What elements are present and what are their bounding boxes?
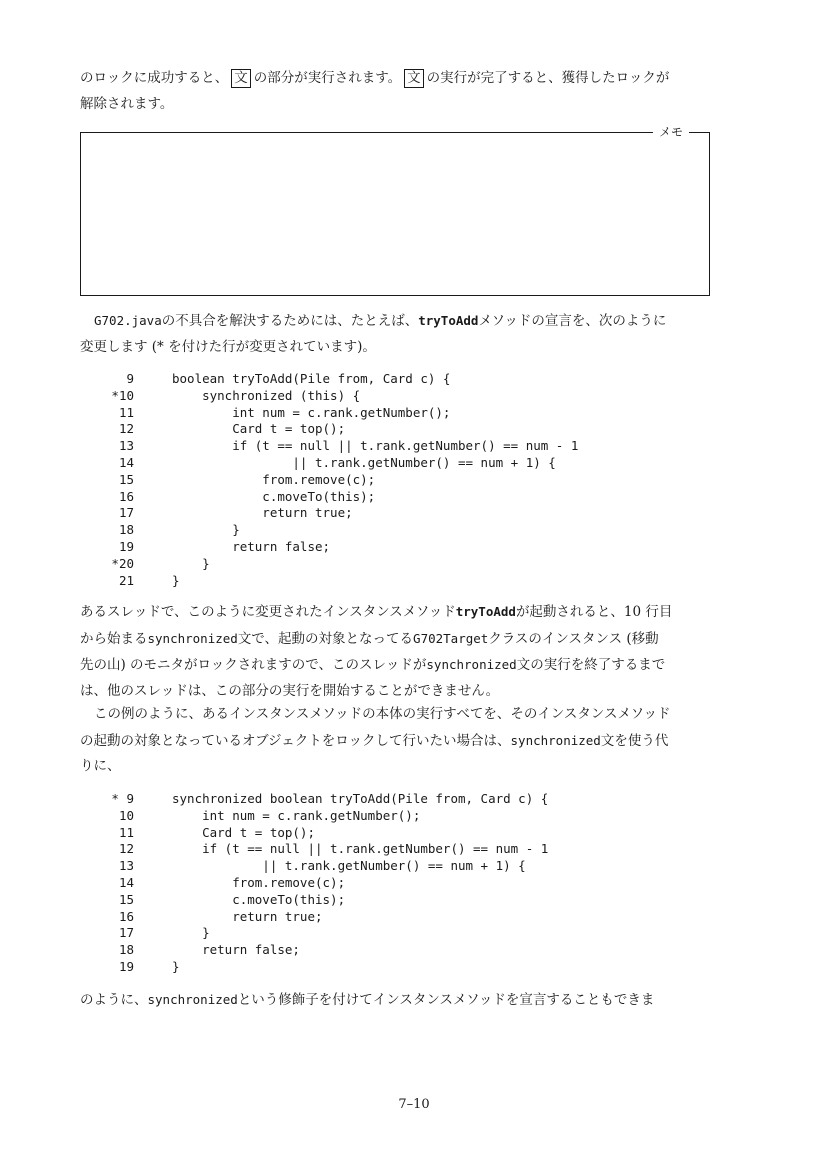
paragraph-2-text: 先の山) のモニタがロックされますので、このスレッドが bbox=[80, 657, 427, 673]
line-number: 10 bbox=[118, 807, 134, 823]
file-name: G702.java bbox=[94, 313, 162, 328]
paragraph-2-text: が起動されると、10 行目 bbox=[515, 604, 673, 620]
line-number: * 9 bbox=[111, 791, 134, 806]
keyword-synchronized: synchronized bbox=[147, 630, 238, 646]
page-number: 7–10 bbox=[398, 1097, 430, 1112]
paragraph-4-text: という修飾子を付けてインスタンスメソッドを宣言することもできま bbox=[237, 992, 655, 1008]
method-name: tryToAdd bbox=[418, 313, 479, 328]
line-number: 17 bbox=[118, 925, 134, 941]
line-number: 21 bbox=[118, 572, 134, 588]
paragraph-1-line-2: 変更します (* を付けた行が変更されています)。 bbox=[80, 338, 376, 355]
code-text: return false; bbox=[172, 538, 331, 554]
code-text: int num = c.rank.getNumber(); bbox=[172, 807, 421, 823]
code-text: } bbox=[172, 958, 180, 974]
code-line bbox=[80, 438, 578, 455]
line-number: 17 bbox=[118, 505, 134, 521]
code-listing-synchronized-block bbox=[80, 371, 578, 589]
code-text: || t.rank.getNumber() == num + 1) { bbox=[172, 858, 526, 874]
code-text: Card t = top(); bbox=[172, 824, 315, 840]
code-line bbox=[80, 405, 578, 422]
paragraph-1-text-b: メソッドの宣言を、次のように bbox=[478, 313, 667, 329]
code-line bbox=[80, 858, 548, 875]
line-number: 14 bbox=[118, 874, 134, 890]
line-number: 9 bbox=[126, 371, 134, 386]
line-number: 15 bbox=[118, 471, 134, 487]
code-line bbox=[80, 825, 548, 842]
intro-text-c: の実行が完了すると、獲得したロックが bbox=[426, 70, 670, 86]
intro-paragraph bbox=[80, 66, 712, 117]
code-line bbox=[80, 791, 548, 808]
code-text: return true; bbox=[172, 908, 323, 924]
memo-label: メモ bbox=[653, 124, 689, 140]
code-text: synchronized boolean tryToAdd(Pile from, Card c) { bbox=[172, 791, 549, 806]
code-line bbox=[80, 892, 548, 909]
code-text: from.remove(c); bbox=[172, 874, 346, 890]
paragraph-fix-explanation bbox=[80, 308, 712, 360]
paragraph-1-line-1 bbox=[80, 308, 712, 335]
paragraph-3-text: の起動の対象となっているオブジェクトをロックして行いたい場合は、 bbox=[80, 732, 511, 749]
paragraph-thread-lock bbox=[80, 599, 712, 704]
code-line bbox=[80, 371, 578, 388]
intro-text-a: のロックに成功すると、 bbox=[80, 70, 229, 86]
code-text: c.moveTo(this); bbox=[172, 488, 376, 504]
code-line bbox=[80, 505, 578, 522]
paragraph-2-text: 文の実行を終了するまで bbox=[516, 657, 666, 673]
code-line bbox=[80, 573, 578, 590]
class-name: G702Target bbox=[413, 630, 489, 646]
line-number: 18 bbox=[118, 522, 134, 538]
code-line bbox=[80, 489, 578, 506]
line-number: 19 bbox=[118, 958, 134, 974]
line-number: 15 bbox=[118, 891, 134, 907]
code-line bbox=[80, 455, 578, 472]
code-text: if (t == null || t.rank.getNumber() == num - 1 bbox=[172, 438, 579, 454]
code-text: || t.rank.getNumber() == num + 1) { bbox=[172, 454, 556, 470]
line-number: 11 bbox=[118, 404, 134, 420]
code-line bbox=[80, 959, 548, 976]
code-line bbox=[80, 472, 578, 489]
code-text: boolean tryToAdd(Pile from, Card c) { bbox=[172, 371, 451, 386]
placeholder-box-statement-2: 文 bbox=[404, 69, 424, 88]
paragraph-2-line-4: は、他のスレッドは、この部分の実行を開始することができません。 bbox=[80, 682, 500, 699]
paragraph-4-line-1 bbox=[80, 987, 712, 1014]
paragraph-method-modifier bbox=[80, 702, 712, 780]
line-number: 18 bbox=[118, 942, 134, 958]
paragraph-2-text: 文で、起動の対象となってる bbox=[237, 630, 414, 647]
code-text: return false; bbox=[172, 942, 300, 958]
code-text: Card t = top(); bbox=[172, 421, 346, 437]
code-line bbox=[80, 909, 548, 926]
code-line bbox=[80, 875, 548, 892]
code-line bbox=[80, 808, 548, 825]
paragraph-conclusion bbox=[80, 987, 712, 1014]
paragraph-2-line-3 bbox=[80, 652, 712, 679]
paragraph-3-line-1: この例のように、あるインスタンスメソッドの本体の実行すべてを、そのインスタンスメソッド bbox=[94, 706, 671, 722]
line-number: 16 bbox=[118, 488, 134, 504]
code-text: } bbox=[172, 555, 210, 571]
code-line bbox=[80, 841, 548, 858]
line-number: 14 bbox=[118, 454, 134, 470]
keyword-synchronized: synchronized bbox=[510, 732, 601, 748]
code-line bbox=[80, 388, 578, 405]
line-number: *10 bbox=[111, 387, 134, 403]
code-text: } bbox=[172, 572, 180, 588]
line-number: 13 bbox=[118, 438, 134, 454]
code-text: c.moveTo(this); bbox=[172, 891, 346, 907]
code-text: from.remove(c); bbox=[172, 471, 376, 487]
code-line bbox=[80, 522, 578, 539]
paragraph-3-text: 文を使う代 bbox=[600, 732, 669, 749]
paragraph-1-text-a: の不具合を解決するためには、たとえば、 bbox=[161, 313, 419, 329]
code-text: if (t == null || t.rank.getNumber() == num - 1 bbox=[172, 841, 549, 857]
line-number: 12 bbox=[118, 841, 134, 857]
line-number: 16 bbox=[118, 908, 134, 924]
code-line bbox=[80, 556, 578, 573]
intro-line-1 bbox=[80, 66, 712, 92]
line-number: 19 bbox=[118, 538, 134, 554]
code-text: return true; bbox=[172, 505, 353, 521]
paragraph-2-line-1 bbox=[80, 599, 712, 626]
paragraph-3-line-3: りに、 bbox=[80, 758, 121, 774]
code-text: int num = c.rank.getNumber(); bbox=[172, 404, 451, 420]
intro-text-b: の部分が実行されます。 bbox=[253, 70, 402, 86]
placeholder-box-statement: 文 bbox=[231, 69, 251, 88]
code-line bbox=[80, 925, 548, 942]
keyword-synchronized: synchronized bbox=[426, 657, 517, 672]
memo-box bbox=[80, 125, 710, 296]
code-text: } bbox=[172, 925, 210, 941]
line-number: 12 bbox=[118, 421, 134, 437]
intro-line-2: 解除されます。 bbox=[80, 95, 174, 112]
line-number: *20 bbox=[111, 555, 134, 571]
paragraph-4-text: のように、 bbox=[80, 992, 148, 1008]
line-number: 13 bbox=[118, 858, 134, 874]
paragraph-2-text: クラスのインスタンス (移動 bbox=[488, 630, 659, 647]
code-listing-synchronized-method bbox=[80, 791, 548, 976]
line-number: 11 bbox=[118, 824, 134, 840]
method-name: tryToAdd bbox=[455, 604, 516, 619]
paragraph-2-line-2 bbox=[80, 626, 712, 653]
keyword-synchronized: synchronized bbox=[147, 992, 238, 1007]
paragraph-2-text: あるスレッドで、このように変更されたインスタンスメソッド bbox=[80, 604, 456, 620]
paragraph-2-text: から始まる bbox=[80, 630, 148, 647]
paragraph-3-line-2 bbox=[80, 728, 712, 755]
code-line bbox=[80, 942, 548, 959]
code-text: } bbox=[172, 522, 240, 538]
code-line bbox=[80, 421, 578, 438]
code-text: synchronized (this) { bbox=[172, 387, 361, 403]
code-line bbox=[80, 539, 578, 556]
